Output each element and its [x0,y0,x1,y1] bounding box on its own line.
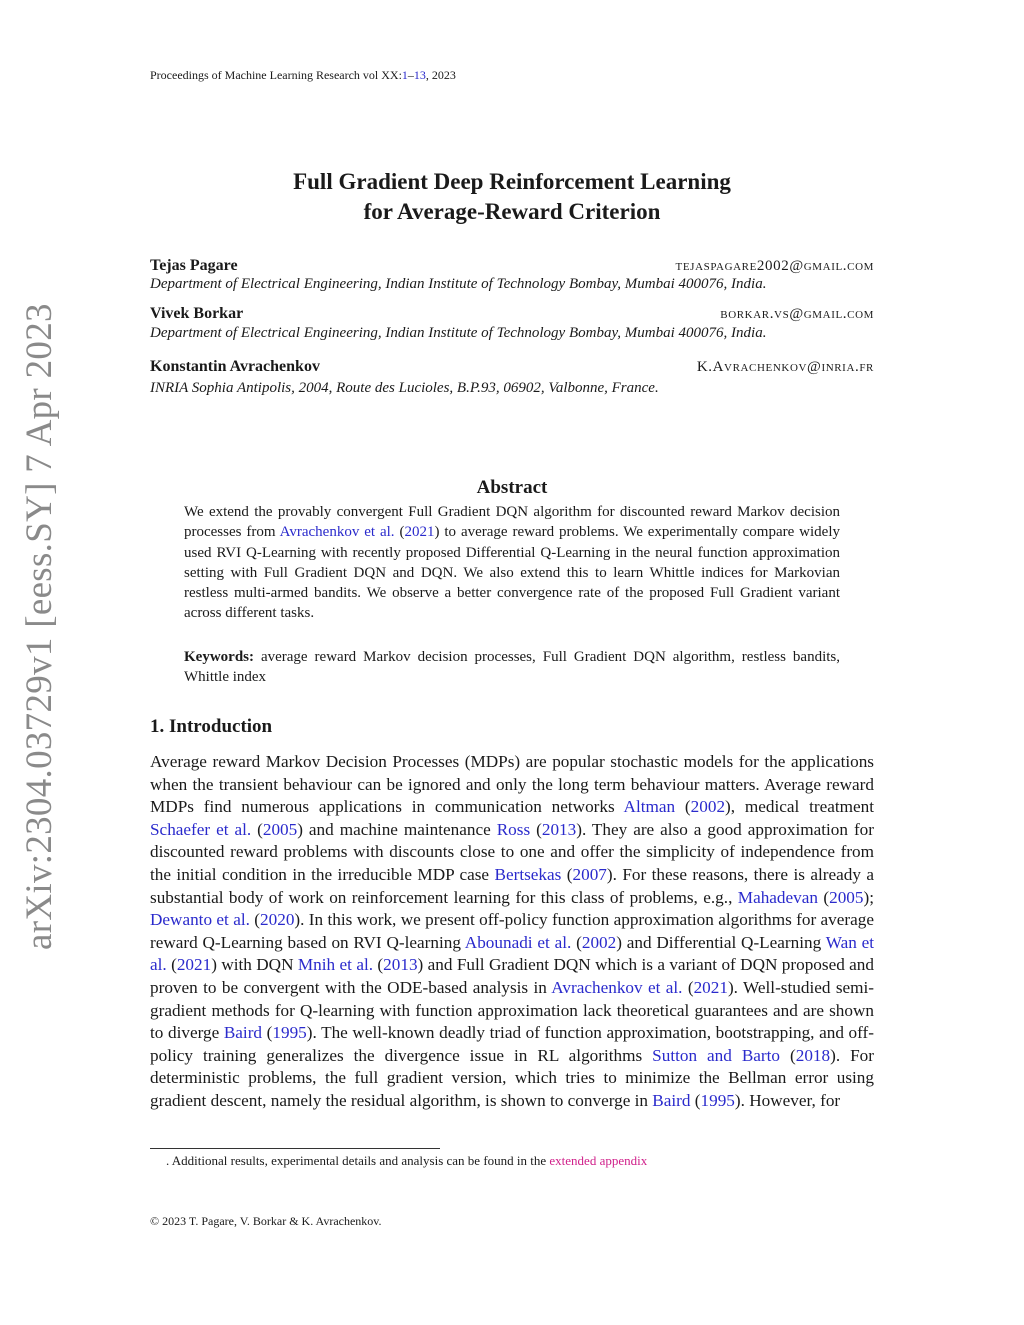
citation-year-link[interactable]: 2005 [262,819,298,839]
citation-link[interactable]: Sutton and Barto [652,1045,781,1065]
header-prefix: Proceedings of Machine Learning Research vol XX: [150,68,402,82]
keywords-label: Keywords: [184,649,254,665]
citation-year-link[interactable]: 2002 [581,932,617,952]
keywords [184,647,840,688]
arxiv-stamp: arXiv:2304.03729v1 [eess.SY] 7 Apr 2023 [19,303,60,950]
abstract-text: to average reward problems. We experimentally compare widely used RVI Q-Learning with recently proposed Differential Q-Learning in the neural function approximation setting with Full Gradient DQN and DQN. We also extend this to learn Whittle indices for Markovian restless multi-armed bandits. We observe a better convergence rate of the proposed Full Gradient variant across different tasks. [184,524,840,622]
author-name: Tejas Pagare [150,257,238,274]
author-affiliation: Department of Electrical Engineering, Indian Institute of Technology Bombay, Mumbai 400076, India. [150,276,767,292]
citation-year-link[interactable]: 2013 [383,955,418,975]
citation-year-link[interactable]: 1995 [700,1090,735,1110]
header-page-end-link[interactable]: 13 [413,68,426,82]
author-affiliation: INRIA Sophia Antipolis, 2004, Route des Lucioles, B.P.93, 06902, Valbonne, France. [150,380,659,396]
citation-link[interactable]: Mahadevan [737,887,818,907]
extended-appendix-link[interactable]: extended appendix [549,1153,648,1168]
author-affiliation: Department of Electrical Engineering, Indian Institute of Technology Bombay, Mumbai 400076, India. [150,325,767,341]
citation-link[interactable]: Mnih et al. [297,955,374,975]
citation-year-link[interactable]: 1995 [272,1023,307,1043]
citation-year-link[interactable]: 2021 [693,977,728,997]
title-line-1: Full Gradient Deep Reinforcement Learning [293,169,731,194]
citation-link[interactable]: Baird [652,1090,691,1110]
citation-link[interactable]: Bertsekas [494,864,562,884]
author-email[interactable]: borkar.vs@gmail.com [720,306,874,322]
header-year: , 2023 [425,68,456,82]
running-header [150,68,456,83]
title-line-2: for Average-Reward Criterion [363,199,661,224]
citation-year-link[interactable]: 2021 [176,955,212,975]
author-email[interactable]: tejaspagare2002@gmail.com [675,258,874,274]
citation-link[interactable]: Baird [223,1023,263,1043]
abstract-body: We extend the provably convergent Full Gradient DQN algorithm for discounted reward Markov decision processes from Avrachenkov et al. (2021) to average reward problems. We experimentally compare widely used RVI Q-Learning with recently proposed Differential Q-Learning in the neural function approximation setting with Full Gradient DQN and DQN. We also extend this to learn Whittle indices for Markovian restless multi-armed bandits. We observe a better convergence rate of the proposed Full Gradient variant across different tasks. [184,504,840,622]
footnote-text: . Additional results, experimental details and analysis can be found in the [166,1153,550,1168]
abstract-text: We extend the provably convergent Full Gradient DQN algorithm for discounted reward Markov decision processes from [184,504,840,541]
footnote [166,1153,647,1169]
author-name: Vivek Borkar [150,305,244,322]
abstract-heading: Abstract [476,477,548,498]
intro-paragraph: Average reward Markov Decision Processes (MDPs) are popular stochastic models for the applications when the transient behaviour can be ignored and only the long term behaviour matters. Average reward MDPs find numerous applications in communication networks Altman (2002), medical treatment Schaefer et al. (2005) and machine maintenance Ross (2013). They are also a good approximation for discounted reward problems with discounts close to one and offer the simplicity of independence from the initial condition in the irreducible MDP case Bertsekas (2007). For these reasons, there is already a substantial body of work on reinforcement learning for this class of problems, e.g., Mahadevan (2005); Dewanto et al. (2020). In this work, we present off-policy function approximation algorithms for average reward Q-Learning based on RVI Q-learning Abounadi et al. (2002) and Differential Q-Learning Wan et al. (2021) with DQN Mnih et al. (2013) and Full Gradient DQN which is a variant of DQN proposed and proven to be convergent with the ODE-based analysis in Avrachenkov et al. (2021). Well-studied semi-gradient methods for Q-learning with function approximation lack theoretical guarantees and are shown to diverge Baird (1995). The well-known deadly triad of function approximation, bootstrapping, and off-policy training generalizes the divergence issue in RL algorithms Sutton and Barto (2018). For deterministic problems, the full gradient version, which tries to minimize the Bellman error using gradient descent, namely the residual algorithm, is shown to converge in Baird (1995). However, for [150,752,874,1110]
copyright-notice: © 2023 T. Pagare, V. Borkar & K. Avrachenkov. [150,1214,382,1228]
footnote-rule [150,1148,440,1149]
citation-link[interactable]: Avrachenkov et al. [551,977,683,997]
citation-year-link[interactable]: 2002 [690,797,726,817]
citation-link[interactable]: Altman [623,797,676,817]
author-block-3 [150,358,874,380]
citation-year-link[interactable]: 2005 [829,887,864,907]
citation-year-link[interactable]: 2013 [541,819,577,839]
section-heading: 1. Introduction [150,716,273,737]
citation-link[interactable]: Ross [496,819,531,839]
keywords-text: average reward Markov decision processes, Full Gradient DQN algorithm, restless bandits, Whittle index [184,649,840,686]
header-page-start-link[interactable]: 1 [401,68,408,82]
header-dash: – [407,68,414,82]
citation-link[interactable]: Schaefer et al. [150,819,252,839]
author-email[interactable]: K.Avrachenkov@inria.fr [696,359,874,375]
citation-link[interactable]: Abounadi et al. [464,932,572,952]
author-name: Konstantin Avrachenkov [150,358,320,375]
citation-link[interactable]: Dewanto et al. [150,910,250,930]
citation-link[interactable]: Wan et al. [150,932,874,975]
citation-link[interactable]: Avrachenkov et al. [279,524,395,541]
citation-year-link[interactable]: 2007 [572,864,607,884]
paper-title [150,167,874,227]
citation-year-link[interactable]: 2018 [795,1045,831,1065]
citation-year-link[interactable]: 2021 [404,524,435,541]
citation-year-link[interactable]: 2020 [260,910,295,930]
author-block-2 [150,305,874,327]
